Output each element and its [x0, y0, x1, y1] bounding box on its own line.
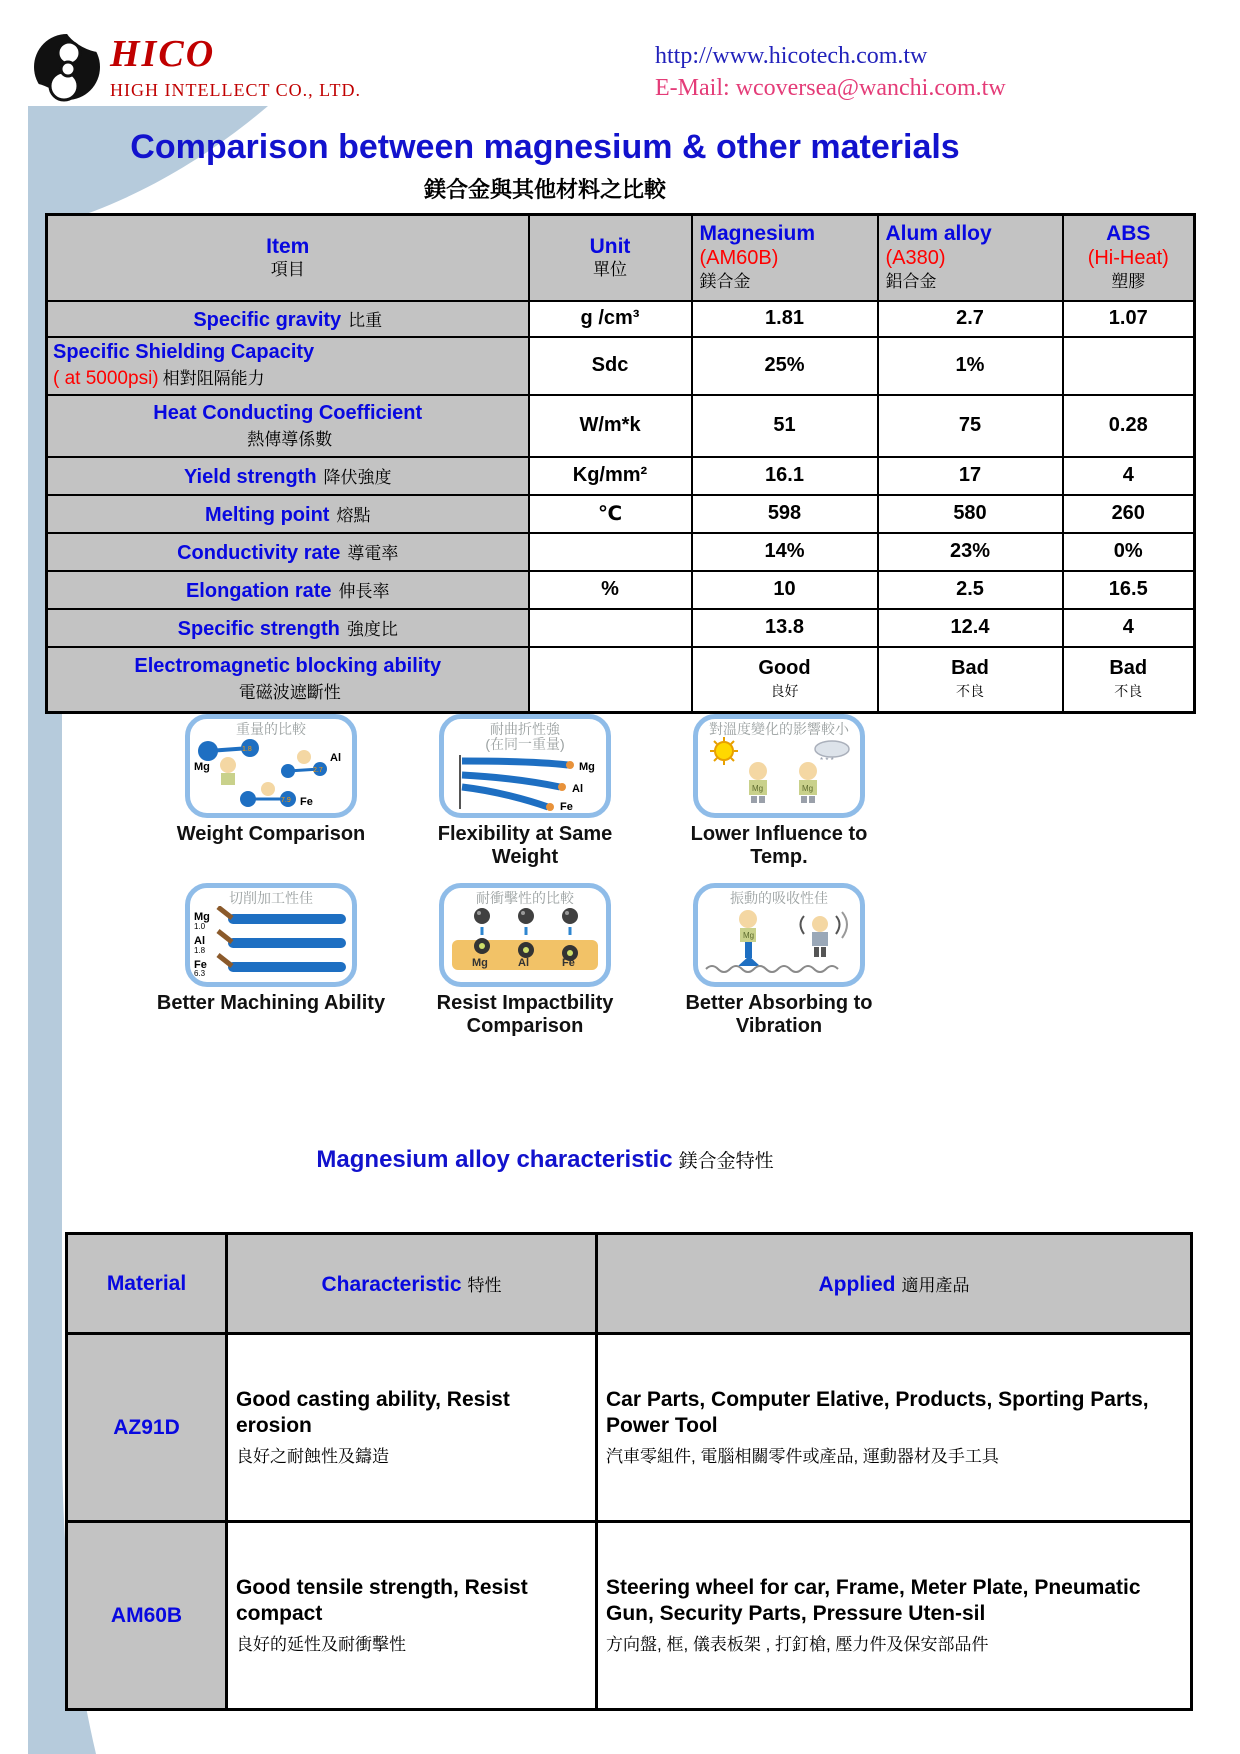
- applied-en: Car Parts, Computer Elative, Products, Sporting Parts, Power Tool: [606, 1388, 1149, 1438]
- cell-value: Bad: [951, 657, 989, 680]
- row-label-zh: 強度比: [346, 619, 398, 639]
- row-label-en: Yield strength: [183, 465, 317, 488]
- value-alum: [878, 571, 1063, 609]
- value-magnesium: [692, 457, 878, 495]
- cell-value-zh: 不良: [1114, 683, 1143, 700]
- svg-text:Mg: Mg: [743, 931, 755, 941]
- svg-text:Mg: Mg: [752, 784, 764, 794]
- panel-machining-title: 切削加工性佳: [229, 890, 313, 906]
- unit-cell: [529, 301, 692, 337]
- comparison-table: [45, 213, 1196, 714]
- header-material: Material: [106, 1271, 187, 1295]
- value-alum: [878, 457, 1063, 495]
- header-applied-zh: 適用產品: [901, 1275, 970, 1295]
- logo-subtitle: HIGH INTELLECT CO., LTD.: [110, 80, 361, 100]
- svg-text:Al: Al: [330, 752, 341, 765]
- cell-value: 2.5: [956, 577, 984, 600]
- table-row: [47, 571, 1195, 609]
- table-row: [67, 1522, 1192, 1710]
- unit-value: Kg/mm²: [572, 464, 648, 486]
- applied-zh: 汽車零組件, 電腦相關零件或產品, 運動器材及手工具: [606, 1446, 999, 1466]
- value-abs: [1063, 301, 1195, 337]
- table-row: [47, 609, 1195, 647]
- value-magnesium: [692, 647, 878, 713]
- header-al-zh: 鋁合金: [885, 272, 937, 292]
- table-row: [47, 533, 1195, 571]
- column-header-material: [67, 1234, 227, 1334]
- header-abs-zh: 塑膠: [1111, 272, 1146, 292]
- cell-value: 2.7: [956, 306, 984, 329]
- row-label-en: Specific Shielding Capacity: [53, 341, 315, 363]
- cell-value: 14%: [764, 539, 805, 562]
- cell-value: Good: [758, 657, 811, 680]
- table-row: [47, 301, 1195, 337]
- unit-cell: [529, 533, 692, 571]
- table-row: [47, 647, 1195, 713]
- unit-value: %: [601, 578, 619, 600]
- column-header-abs: [1063, 215, 1195, 301]
- row-label-en: Elongation rate: [185, 579, 332, 602]
- row-label-zh: 熔點: [336, 505, 371, 525]
- value-magnesium: [692, 609, 878, 647]
- header-item-en: Item: [266, 234, 310, 258]
- characteristic-zh: 良好之耐蝕性及鑄造: [236, 1446, 389, 1466]
- row-label-en: Conductivity rate: [177, 541, 341, 564]
- svg-text:2.7: 2.7: [313, 767, 323, 775]
- applied-cell: [597, 1334, 1192, 1522]
- header-al-en: Alum alloy: [885, 222, 992, 246]
- row-label-specific-gravity: [47, 301, 529, 337]
- panel-impact: [436, 883, 614, 1038]
- cell-value: 580: [953, 501, 987, 524]
- svg-text:1.8: 1.8: [242, 746, 252, 754]
- panel-temperature: [690, 714, 868, 869]
- row-label-shielding-capacity: [47, 337, 529, 395]
- panel-temp-title: 對溫度變化的影響較小: [709, 721, 849, 737]
- svg-text:Mg: Mg: [472, 957, 488, 970]
- panel-temperature-box: [693, 714, 865, 818]
- value-magnesium: [692, 533, 878, 571]
- value-alum: [878, 337, 1063, 395]
- unit-cell: [529, 337, 692, 395]
- cell-value: 12.4: [950, 615, 990, 638]
- section-title-zh: 鎂合金特性: [678, 1151, 774, 1172]
- hico-logo-icon: [30, 28, 106, 106]
- row-label-zh: 伸長率: [338, 581, 390, 601]
- value-alum: [878, 533, 1063, 571]
- feature-panels: [156, 714, 873, 1038]
- row-label-zh2: 熱傳導係數: [247, 429, 333, 449]
- panel-flexibility-box: [439, 714, 611, 818]
- website-url: http://www.hicotech.com.tw: [655, 43, 928, 69]
- row-label-specific-strength: [47, 609, 529, 647]
- svg-text:* * *: * * *: [820, 756, 834, 766]
- characteristic-cell: [227, 1334, 597, 1522]
- row-label-elongation-rate: [47, 571, 529, 609]
- value-magnesium: [692, 571, 878, 609]
- flexibility-icon: [446, 753, 604, 811]
- table-row: [47, 495, 1195, 533]
- value-abs: [1063, 457, 1195, 495]
- header-item-zh: 項目: [270, 259, 305, 279]
- unit-cell: [529, 495, 692, 533]
- row-label-heat-conducting: [47, 395, 529, 457]
- section-title: [45, 1146, 1045, 1174]
- value-abs: [1063, 533, 1195, 571]
- cell-value: 4: [1122, 463, 1134, 486]
- row-label-en: Specific gravity: [193, 308, 342, 331]
- panel-temperature-caption: Lower Influence to Temp.: [690, 823, 868, 868]
- page-title-block: [45, 128, 1045, 204]
- cell-value-zh: 良好: [770, 683, 799, 700]
- unit-value: Sdc: [591, 354, 629, 376]
- material-name-am60b: AM60B: [67, 1522, 227, 1710]
- cell-value: 13.8: [765, 615, 804, 638]
- characteristic-en: Good tensile strength, Resist compact: [236, 1576, 528, 1626]
- unit-cell: [529, 457, 692, 495]
- cell-value: 1.81: [765, 306, 804, 329]
- header-unit-zh: 單位: [593, 259, 627, 279]
- cell-value: 51: [773, 413, 796, 436]
- header-characteristic-zh: 特性: [467, 1275, 502, 1295]
- value-alum: [878, 395, 1063, 457]
- row-label-melting-point: [47, 495, 529, 533]
- unit-value: W/m*k: [579, 414, 641, 436]
- email-address: E-Mail: wcoversea@wanchi.com.tw: [655, 75, 1006, 102]
- page-title: Comparison between magnesium & other materials: [130, 128, 960, 166]
- panel-vibration-title: 振動的吸收性佳: [730, 890, 828, 906]
- svg-text:Fe: Fe: [194, 959, 207, 972]
- unit-cell: [529, 609, 692, 647]
- value-alum: [878, 647, 1063, 713]
- cell-value: 1%: [955, 353, 985, 376]
- characteristic-cell: [227, 1522, 597, 1710]
- column-header-characteristic: [227, 1234, 597, 1334]
- value-abs: [1063, 337, 1195, 395]
- material-name-az91d: AZ91D: [67, 1334, 227, 1522]
- panel-weight-caption: Weight Comparison: [176, 823, 366, 845]
- unit-value: ℃: [597, 503, 623, 525]
- cell-value: 23%: [949, 539, 991, 562]
- row-label-conductivity-rate: [47, 533, 529, 571]
- unit-cell: [529, 571, 692, 609]
- header-mg-zh: 鎂合金: [699, 272, 751, 292]
- value-alum: [878, 609, 1063, 647]
- value-alum: [878, 495, 1063, 533]
- cell-value: 10: [773, 577, 796, 600]
- vibration-icon: [700, 906, 858, 976]
- svg-text:Fe: Fe: [562, 957, 575, 970]
- row-label-zh: 降伏強度: [323, 467, 392, 487]
- row-label-zh: 導電率: [347, 543, 399, 563]
- column-header-alum: [878, 215, 1063, 301]
- cell-value: 16.1: [765, 463, 804, 486]
- value-magnesium: [692, 337, 878, 395]
- row-label-zh2: 電磁波遮斷性: [238, 683, 341, 703]
- header-mg-en: Magnesium: [699, 222, 816, 246]
- value-abs: [1063, 647, 1195, 713]
- table-row: [47, 337, 1195, 395]
- cell-value: Bad: [1109, 657, 1148, 680]
- applied-cell: [597, 1522, 1192, 1710]
- svg-text:Mg: Mg: [802, 784, 814, 794]
- column-header-magnesium: [692, 215, 878, 301]
- svg-text:6.3: 6.3: [194, 969, 206, 977]
- row-label-note: ( at 5000psi): [53, 368, 159, 389]
- column-header-item: [47, 215, 529, 301]
- characteristic-en: Good casting ability, Resist erosion: [236, 1388, 510, 1438]
- cell-value: 16.5: [1108, 577, 1148, 600]
- row-label-en: Electromagnetic blocking ability: [134, 655, 442, 678]
- panel-vibration: [685, 883, 873, 1038]
- panel-impact-box: [439, 883, 611, 987]
- impact-icon: [446, 906, 604, 976]
- table-row: [47, 457, 1195, 495]
- weight-comparison-icon: [192, 737, 350, 809]
- svg-text:Mg: Mg: [194, 761, 210, 774]
- panel-weight-box: [185, 714, 357, 818]
- panel-flex-title2: (在同一重量): [485, 736, 565, 753]
- unit-value: g /cm³: [580, 307, 640, 329]
- value-magnesium: [692, 495, 878, 533]
- row-label-zh: 比重: [348, 310, 383, 330]
- value-magnesium: [692, 395, 878, 457]
- header-abs-en: ABS: [1106, 222, 1151, 246]
- panel-flexibility: [439, 714, 611, 869]
- header-mg-grade: (AM60B): [699, 247, 779, 270]
- unit-cell: [529, 647, 692, 713]
- panel-machining-caption: Better Machining Ability: [156, 992, 386, 1014]
- page-subtitle: 鎂合金與其他材料之比較: [423, 177, 666, 202]
- logo-text: HICO: [110, 33, 216, 75]
- cell-value: 4: [1122, 615, 1134, 638]
- header-abs-grade: (Hi-Heat): [1087, 247, 1169, 270]
- value-abs: [1063, 571, 1195, 609]
- svg-text:1.8: 1.8: [194, 946, 206, 956]
- cell-value: 0%: [1113, 539, 1143, 562]
- panel-flex-title: 耐曲折性強: [490, 721, 560, 737]
- row-label-en: Melting point: [205, 503, 330, 526]
- characteristic-zh: 良好的延性及耐衝擊性: [236, 1634, 406, 1654]
- row-label-en: Specific strength: [177, 617, 340, 640]
- cell-value: 1.07: [1108, 306, 1148, 329]
- contact-block: [655, 40, 1175, 105]
- svg-text:7.9: 7.9: [281, 797, 291, 805]
- cell-value: 17: [958, 463, 982, 486]
- svg-text:Fe: Fe: [560, 800, 573, 811]
- material-table: [65, 1232, 1193, 1711]
- section-title-en: Magnesium alloy characteristic: [316, 1146, 673, 1173]
- svg-text:Al: Al: [518, 957, 529, 970]
- panel-vibration-caption: Better Absorbing to Vibration: [685, 992, 873, 1037]
- applied-en: Steering wheel for car, Frame, Meter Plate, Pneumatic Gun, Security Parts, Pressure Uten-sil: [606, 1576, 1141, 1626]
- svg-text:Al: Al: [572, 782, 583, 795]
- column-header-unit: [529, 215, 692, 301]
- svg-text:Fe: Fe: [300, 796, 313, 809]
- row-label-zh2: 相對阻隔能力: [162, 369, 265, 388]
- svg-text:1.0: 1.0: [194, 922, 206, 932]
- sun-icon: [700, 737, 858, 805]
- header-al-grade: (A380): [885, 247, 946, 270]
- row-label-yield-strength: [47, 457, 529, 495]
- unit-cell: [529, 395, 692, 457]
- panel-vibration-box: [693, 883, 865, 987]
- svg-text:Mg: Mg: [579, 760, 595, 773]
- panel-weight-title: 重量的比較: [236, 721, 306, 737]
- svg-text:Al: Al: [194, 935, 205, 948]
- applied-zh: 方向盤, 框, 儀表板架 , 打釘槍, 壓力件及保安部品件: [606, 1634, 989, 1654]
- table-row: [67, 1334, 1192, 1522]
- value-abs: [1063, 395, 1195, 457]
- header-applied-en: Applied: [818, 1272, 896, 1296]
- cell-value: 25%: [764, 353, 805, 376]
- svg-text:Mg: Mg: [194, 911, 210, 924]
- cell-value-zh: 不良: [956, 683, 984, 700]
- row-label-en: Heat Conducting Coefficient: [153, 401, 423, 424]
- cell-value: 598: [767, 501, 802, 524]
- header-characteristic-en: Characteristic: [321, 1272, 462, 1296]
- panel-impact-title: 耐衝擊性的比較: [476, 890, 574, 906]
- value-abs: [1063, 609, 1195, 647]
- panel-flexibility-caption: Flexibility at Same Weight: [437, 823, 613, 868]
- value-magnesium: [692, 301, 878, 337]
- machining-icon: [192, 906, 350, 976]
- table-row: [47, 395, 1195, 457]
- header-unit-en: Unit: [589, 234, 631, 258]
- row-label-electromagnetic-blocking: [47, 647, 529, 713]
- panel-machining: [156, 883, 386, 1038]
- column-header-applied: [597, 1234, 1192, 1334]
- panel-impact-caption: Resist Impactbility Comparison: [436, 992, 614, 1037]
- panel-machining-box: [185, 883, 357, 987]
- value-alum: [878, 301, 1063, 337]
- panel-weight: [176, 714, 366, 869]
- value-abs: [1063, 495, 1195, 533]
- cell-value: 0.28: [1108, 413, 1148, 436]
- cell-value: 75: [958, 413, 982, 436]
- cell-value: 260: [1111, 501, 1145, 524]
